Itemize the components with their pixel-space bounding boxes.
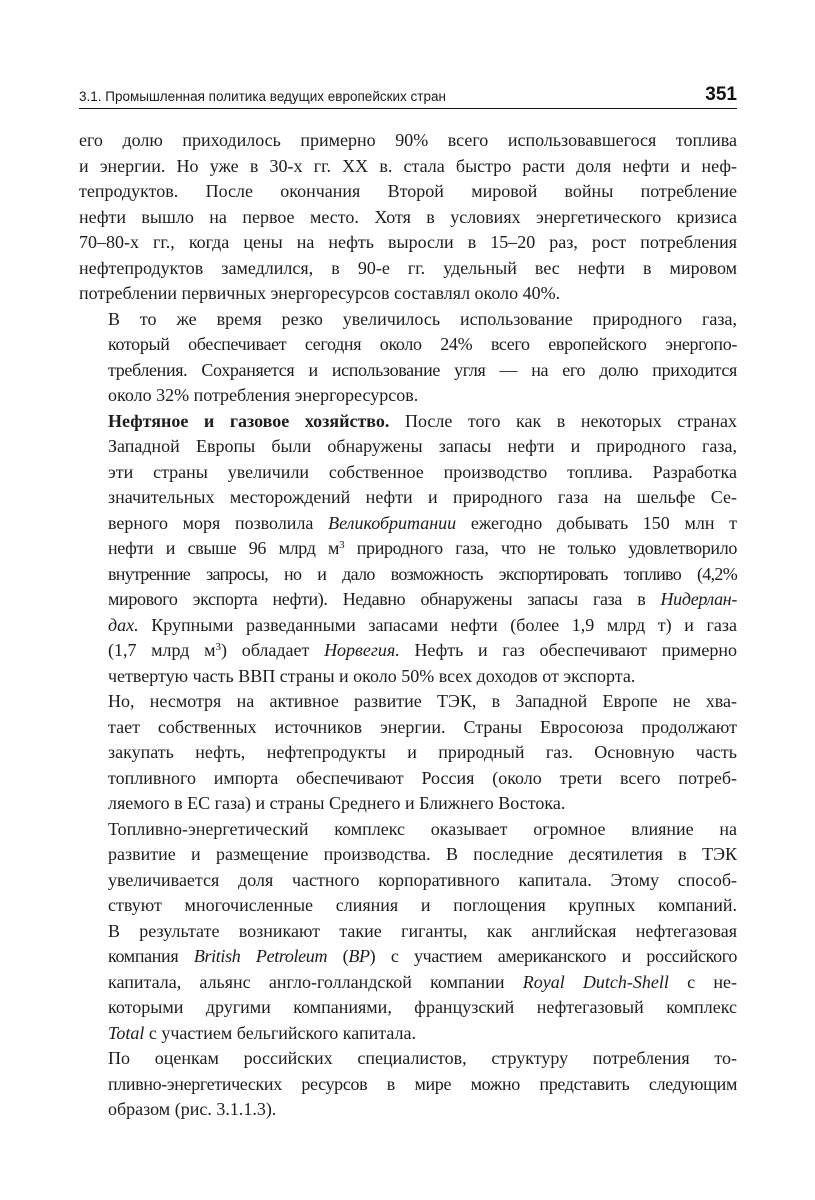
section-title: 3.1. Промышленная политика ведущих европейских стран	[79, 89, 446, 104]
text-span: компания	[108, 946, 194, 966]
text-line: четвертую часть ВВП страны и около 50% всех доходов от экспорта.	[108, 665, 636, 686]
text-line: значительных месторождений нефти и природного газа на шельфе Се-	[108, 487, 737, 507]
text-span: нефти и свыше 96 млрд м	[108, 538, 340, 558]
text-span: ) с участием американского и российского	[369, 946, 738, 966]
paragraph-4	[79, 689, 737, 817]
text-line: В результате возникают такие гиганты, как английская нефтегазовая	[108, 920, 737, 941]
text-span: После того как в некоторых странах	[389, 410, 737, 431]
text-line: тает собственных источников энергии. Страны Евросоюза продолжают	[108, 716, 737, 737]
text-line: Западной Европы были обнаружены запасы нефти и природного газа,	[108, 436, 737, 456]
text-line: образом (рис. 3.1.1.3).	[108, 1099, 277, 1119]
paragraph-3	[79, 409, 737, 690]
text-span: Нефть и газ обеспечивают примерно	[399, 640, 737, 660]
text-line: 70–80-х гг., когда цены на нефть выросли в 15–20 раз, рост потребления	[79, 232, 737, 252]
text-line: Топливно-энергетический комплекс оказывает огромное влияние на	[108, 818, 737, 839]
text-line: ствуют многочисленные слияния и поглощения крупных компаний.	[108, 895, 737, 915]
text-line: требления. Сохраняется и использование угля — на его долю приходится	[108, 359, 737, 380]
text-span: природного газа, что не только удовлетворило	[344, 538, 737, 558]
text-line	[79, 613, 737, 639]
text-line: и энергии. Но уже в 30-х гг. XX в. стала быстро расти доля нефти и неф-	[79, 155, 737, 176]
text-span: Крупными разведанными запасами нефти (более 1,9 млрд т) и газа	[138, 614, 737, 635]
text-line: пливно-энергетических ресурсов в мире можно представить следующим	[108, 1073, 737, 1094]
body-text	[79, 128, 737, 1123]
text-line: ляемого в ЕС газа) и страны Среднего и Ближнего Востока.	[108, 793, 566, 813]
text-line	[79, 536, 737, 562]
text-line: Но, несмотря на активное развитие ТЭК, в Западной Европе не хва-	[108, 691, 737, 711]
running-header	[79, 84, 737, 109]
text-line: нефти вышло на первое место. Хотя в условиях энергетического кризиса	[79, 206, 737, 227]
text-line: В то же время резко увеличилось использование природного газа,	[108, 308, 737, 329]
country-name: дах.	[108, 614, 139, 635]
text-line: топливного импорта обеспечивают Россия (около трети всего потреб-	[108, 767, 737, 788]
text-line: его долю приходилось примерно 90% всего использовавшегося топлива	[79, 130, 737, 150]
country-name: Норвегия.	[324, 640, 400, 660]
text-span: ежегодно добывать 150 млн т	[456, 512, 737, 533]
text-line: тепродуктов. После окончания Второй мировой войны потребление	[79, 181, 737, 201]
superscript: 3	[215, 641, 222, 653]
text-line: которыми другими компаниями, французский нефтегазовый комплекс	[108, 997, 737, 1017]
text-span: ) обладает	[221, 640, 325, 660]
company-name: BP	[348, 946, 370, 966]
text-line: закупать нефть, нефтепродукты и природный газ. Основную часть	[108, 742, 737, 762]
paragraph-2	[79, 307, 737, 409]
text-line: который обеспечивает сегодня около 24% всего европейского энергопо-	[108, 334, 737, 354]
text-line	[79, 1021, 737, 1047]
text-line	[79, 944, 737, 970]
text-line	[79, 970, 737, 996]
text-span: верного моря позволила	[108, 512, 329, 533]
text-line: около 32% потребления энергоресурсов.	[108, 385, 419, 405]
paragraph-6	[79, 1046, 737, 1123]
text-line	[79, 587, 737, 613]
company-name: Total	[108, 1022, 145, 1043]
text-line: потреблении первичных энергоресурсов составлял около 40%.	[79, 283, 561, 303]
text-span: (1,7 млрд м	[108, 640, 216, 660]
text-span: с не-	[668, 971, 737, 992]
text-line	[79, 511, 737, 537]
text-line	[79, 409, 737, 435]
page-number: 351	[705, 84, 737, 105]
text-line: увеличивается доля частного корпоративного капитала. Этому способ-	[108, 869, 737, 890]
paragraph-5	[79, 817, 737, 1047]
text-span: (	[327, 946, 349, 966]
text-span: мирового экспорта нефти). Недавно обнаружены запасы газа в	[108, 589, 661, 609]
company-name: Royal Dutch-Shell	[522, 971, 669, 992]
paragraph-1	[79, 128, 737, 307]
country-name: Нидерлан-	[660, 589, 737, 609]
superscript: 3	[339, 539, 345, 551]
text-line	[79, 638, 737, 664]
text-line: эти страны увеличили собственное производство топлива. Разработка	[108, 461, 737, 482]
text-line: По оценкам российских специалистов, структуру потребления то-	[108, 1048, 737, 1068]
country-name: Великобритании	[328, 512, 457, 533]
text-span: капитала, альянс англо-голландской компании	[108, 971, 523, 992]
text-line: нефтепродуктов замедлился, в 90-е гг. удельный вес нефти в мировом	[79, 257, 737, 278]
section-heading: Нефтяное и газовое хозяйство.	[108, 410, 390, 431]
text-line: развитие и размещение производства. В последние десятилетия в ТЭК	[108, 844, 737, 864]
text-line: внутренние запросы, но и дало возможность экспортировать топливо (4,2%	[108, 563, 737, 584]
company-name: British Petroleum	[193, 946, 328, 966]
text-span: с участием бельгийского капитала.	[144, 1022, 416, 1043]
